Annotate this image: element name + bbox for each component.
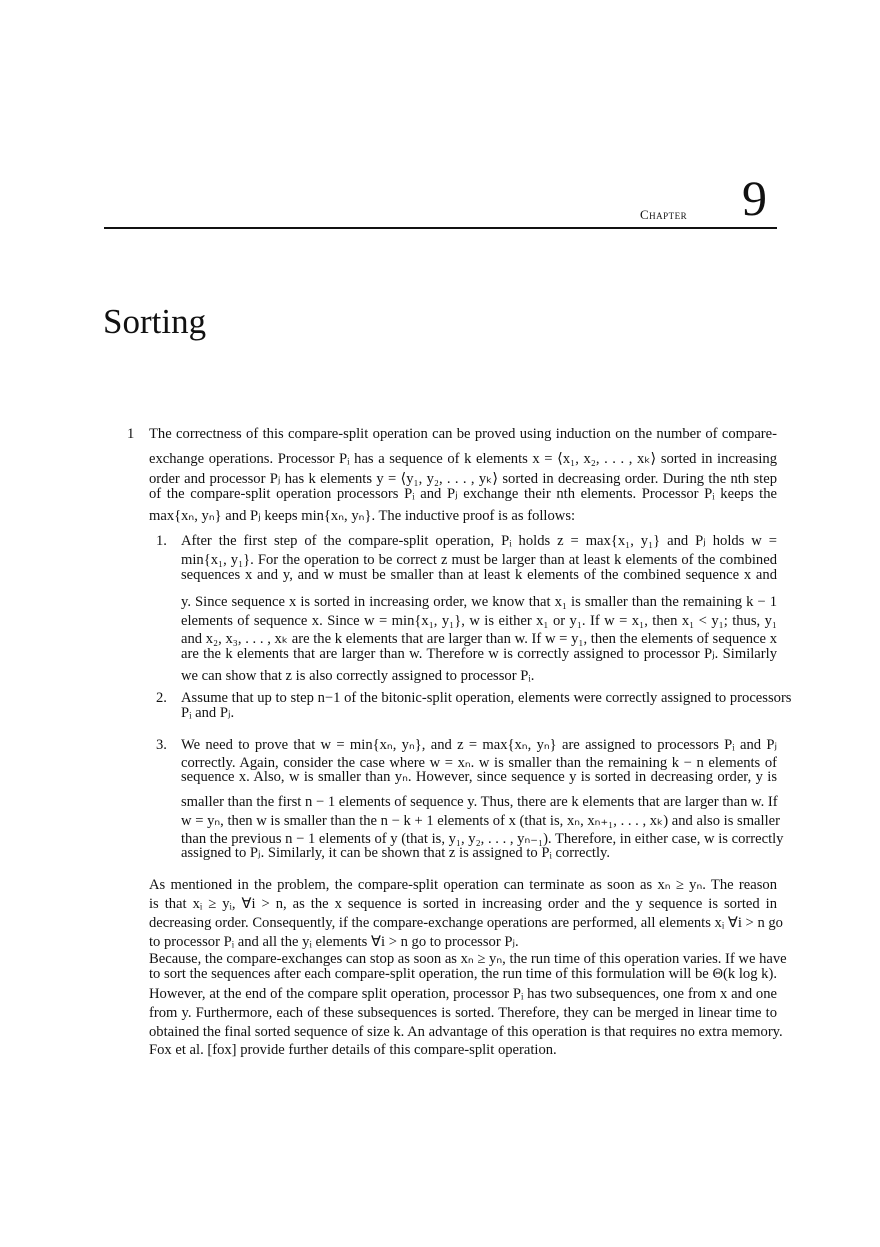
text-line: obtained the final sorted sequence of size k. An advantage of this operation is that requires no extra memory. — [149, 1024, 783, 1040]
chapter-label: Chapter — [640, 207, 688, 222]
text-line: we can show that z is also correctly assigned to processor Pᵢ. — [181, 668, 535, 684]
text-line: from y. Furthermore, each of these subsequences is sorted. Therefore, they can be merged in linear time to — [149, 1005, 777, 1021]
chapter-title: Sorting — [103, 302, 207, 341]
text-line: and x₂, x₃, . . . , xₖ are the k elements that are larger than w. If w = y₁, then the elements of sequence x — [181, 631, 777, 647]
text-line: Pᵢ and Pⱼ. — [181, 705, 235, 721]
text-line: min{x₁, y₁}. For the operation to be correct z must be larger than at least k elements of the combined — [181, 552, 777, 568]
text-line: than the previous n − 1 elements of y (that is, y₁, y₂, . . . , yₙ₋₁). Therefore, in either case, w is correctly — [181, 831, 784, 847]
text-line: We need to prove that w = min{xₙ, yₙ}, and z = max{xₙ, yₙ} are assigned to processors Pᵢ and Pⱼ — [181, 737, 777, 753]
text-line: After the first step of the compare-split operation, Pᵢ holds z = max{x₁, y₁} and Pⱼ holds w = — [181, 533, 777, 549]
list-number: 3. — [156, 737, 167, 753]
problem-number: 1 — [127, 426, 135, 442]
text-line: exchange operations. Processor Pᵢ has a sequence of k elements x = ⟨x₁, x₂, . . . , xₖ⟩ sorted in increasing — [149, 451, 777, 467]
text-line: y. Since sequence x is sorted in increasing order, we know that x₁ is smaller than the remaining k − 1 — [181, 594, 777, 610]
chapter-number: 9 — [742, 170, 767, 226]
header-rule — [104, 227, 777, 229]
text-line: sequences x and y, and w must be smaller than at least k elements of the combined sequence x and — [181, 567, 777, 583]
text-line: As mentioned in the problem, the compare-split operation can terminate as soon as xₙ ≥ yₙ. The reason — [149, 877, 777, 893]
text-line: order and processor Pⱼ has k elements y = ⟨y₁, y₂, . . . , yₖ⟩ sorted in decreasing order. During the nth step — [149, 471, 777, 487]
list-number: 2. — [156, 690, 167, 706]
text-line: correctly. Again, consider the case where w = xₙ. w is smaller than the remaining k − n elements of — [181, 755, 777, 771]
text-line: decreasing order. Consequently, if the compare-exchange operations are performed, all elements xᵢ ∀i > n go — [149, 915, 783, 931]
text-line: is that xᵢ ≥ yᵢ, ∀i > n, as the x sequence is sorted in increasing order and the y sequence is sorted in — [149, 896, 777, 912]
text-line: w = yₙ, then w is smaller than the n − k + 1 elements of x (that is, xₙ, xₙ₊₁, . . . , xₖ) and also is smaller — [181, 813, 780, 829]
text-line: smaller than the first n − 1 elements of sequence y. Thus, there are k elements that are larger than w. If — [181, 794, 778, 810]
text-line: are the k elements that are larger than w. Therefore w is correctly assigned to processor Pⱼ. Similarly — [181, 646, 777, 662]
text-line: The correctness of this compare-split operation can be proved using induction on the number of compare- — [149, 426, 777, 442]
text-line: Assume that up to step n−1 of the bitonic-split operation, elements were correctly assigned to processors — [181, 690, 792, 706]
list-number: 1. — [156, 533, 167, 549]
text-line: of the compare-split operation processors Pᵢ and Pⱼ exchange their nth elements. Processor Pᵢ keeps the — [149, 486, 777, 502]
text-line: Fox et al. [fox] provide further details of this compare-split operation. — [149, 1042, 557, 1058]
text-line: max{xₙ, yₙ} and Pⱼ keeps min{xₙ, yₙ}. The inductive proof is as follows: — [149, 508, 576, 524]
text-line: to processor Pᵢ and all the yᵢ elements ∀i > n go to processor Pⱼ. — [149, 934, 519, 950]
text-line: elements of sequence x. Since w = min{x₁, y₁}, w is either x₁ or y₁. If w = x₁, then x₁ < y₁; thus, y₁ — [181, 613, 777, 629]
text-line: assigned to Pⱼ. Similarly, it can be shown that z is assigned to Pᵢ correctly. — [181, 845, 611, 861]
text-line: However, at the end of the compare split operation, processor Pᵢ has two subsequences, one from x and one — [149, 986, 777, 1002]
text-line: sequence x. Also, w is smaller than yₙ. However, since sequence y is sorted in decreasing order, y is — [181, 769, 777, 785]
text-line: to sort the sequences after each compare-split operation, the run time of this formulation will be Θ(k log k). — [149, 966, 777, 982]
text-line: Because, the compare-exchanges can stop as soon as xₙ ≥ yₙ, the run time of this operation varies. If we have — [149, 951, 787, 967]
